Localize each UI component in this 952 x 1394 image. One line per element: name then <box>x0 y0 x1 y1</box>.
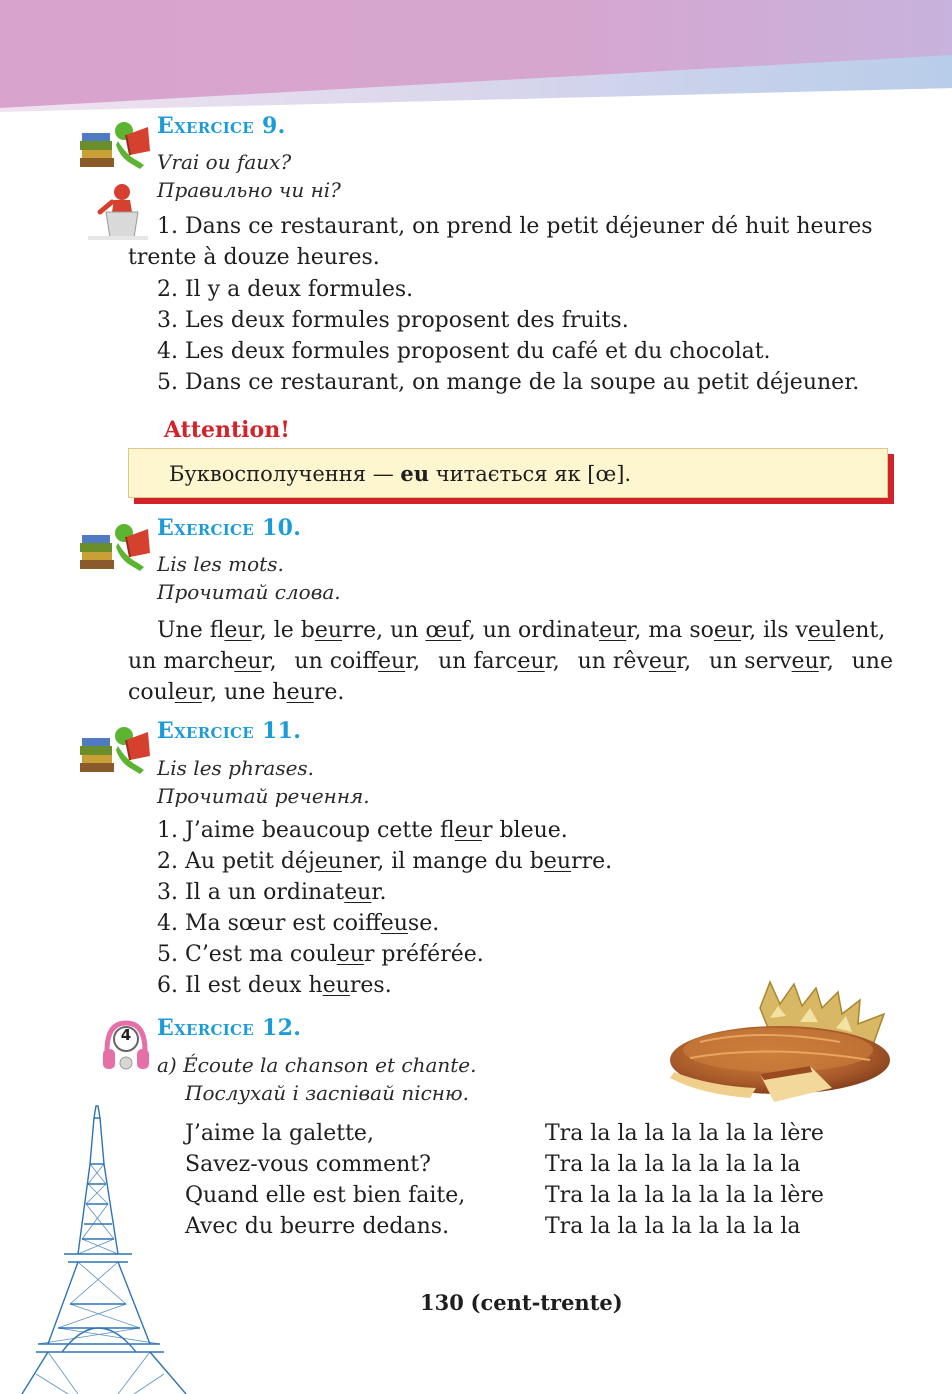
exercise-10-instruction-fr: Lis les mots. <box>157 552 284 576</box>
page-number-words: (cent-trente) <box>470 1290 623 1315</box>
exercise-10-words-line-2 <box>128 646 893 677</box>
exercise-10-words <box>128 615 893 646</box>
song-left-line-4: Avec du beurre dedans. <box>185 1214 450 1239</box>
note-bold-letters: eu <box>400 461 430 486</box>
exercise-9-item-1: 1. Dans ce restaurant, on prend le petit déjeuner dé huit heures <box>157 214 873 239</box>
reading-books-icon <box>78 115 154 175</box>
word-item: un œuf, <box>390 618 476 643</box>
galette-des-rois-image <box>660 978 896 1106</box>
word-item: un serveur, <box>708 649 834 674</box>
note-post: читається як [œ]. <box>429 462 632 486</box>
word-item: couleur, <box>128 680 218 705</box>
exercise-9-item-1-cont: trente à douze heures. <box>128 245 380 270</box>
song-left-line-1: J’aime la galette, <box>185 1121 374 1146</box>
word-item: un rêveur, <box>577 649 692 674</box>
attention-label: Attention! <box>164 417 290 443</box>
page-number-digits: 130 <box>420 1290 464 1315</box>
word-item: une heure. <box>224 680 345 705</box>
eiffel-tower-illustration <box>18 1104 190 1394</box>
page-number <box>420 1290 623 1315</box>
word-item: un ordinateur, <box>482 618 642 643</box>
song-left-line-2: Savez-vous comment? <box>185 1152 431 1177</box>
exercise-11-instruction-fr: Lis les phrases. <box>157 756 315 780</box>
attention-note-box <box>128 448 888 498</box>
exercise-10-words-line-3 <box>128 677 344 708</box>
reading-books-icon <box>78 720 154 780</box>
song-right-line-3: Tra la la la la la la la lère <box>545 1183 824 1208</box>
exercise-9-item-3: 3. Les deux formules proposent des fruits. <box>157 308 629 333</box>
exercise-10-instruction-uk: Прочитай слова. <box>157 580 341 604</box>
exercise-12-instruction-uk: Послухай і заспівай пісню. <box>185 1081 469 1105</box>
word-item: une <box>851 649 893 674</box>
exercise-11-item-5: 5. C’est ma couleur préférée. <box>157 942 484 967</box>
audio-track-number: 4 <box>120 1026 132 1044</box>
exercise-11-title: Exercice 11. <box>157 718 302 744</box>
reading-books-icon <box>78 517 154 577</box>
word-item: le beurre, <box>273 618 384 643</box>
exercise-9-title: Exercice 9. <box>157 113 286 139</box>
song-right-line-4: Tra la la la la la la la la <box>545 1214 801 1239</box>
exercise-11-item-4: 4. Ma sœur est coiffeuse. <box>157 911 440 936</box>
exercise-9-item-5: 5. Dans ce restaurant, on mange de la soupe au petit déjeuner. <box>157 370 860 395</box>
exercise-11-item-3: 3. Il a un ordinateur. <box>157 880 387 905</box>
exercise-11-item-1: 1. J’aime beaucoup cette fleur bleue. <box>157 818 568 843</box>
exercise-9-instruction-uk: Правильно чи ні? <box>157 178 341 202</box>
word-item: ma soeur, <box>648 618 757 643</box>
word-item: un farceur, <box>438 649 560 674</box>
exercise-12-instruction-fr: a) Écoute la chanson et chante. <box>157 1053 477 1077</box>
word-item: un marcheur, <box>128 649 277 674</box>
note-pre: Буквосполучення — <box>169 462 401 486</box>
exercise-9-item-4: 4. Les deux formules proposent du café et du chocolat. <box>157 339 771 364</box>
exercise-11-instruction-uk: Прочитай речення. <box>157 784 370 808</box>
exercise-11-item-6: 6. Il est deux heures. <box>157 973 392 998</box>
song-right-line-1: Tra la la la la la la la lère <box>545 1121 824 1146</box>
song-left-line-3: Quand elle est bien faite, <box>185 1183 466 1208</box>
word-item: Une fleur, <box>157 618 267 643</box>
top-banner <box>0 0 952 120</box>
exercise-12-title: Exercice 12. <box>157 1015 302 1041</box>
exercise-10-title: Exercice 10. <box>157 515 302 541</box>
word-item: ils veulent, <box>763 618 886 643</box>
attention-note-text <box>169 461 631 486</box>
exercise-11-item-2: 2. Au petit déjeuner, il mange du beurre. <box>157 849 613 874</box>
word-item: un coiffeur, <box>294 649 421 674</box>
exercise-9-item-2: 2. Il y a deux formules. <box>157 277 414 302</box>
exercise-9-instruction-fr: Vrai ou faux? <box>157 150 292 174</box>
speaker-podium-icon <box>86 182 150 240</box>
song-right-line-2: Tra la la la la la la la la <box>545 1152 801 1177</box>
